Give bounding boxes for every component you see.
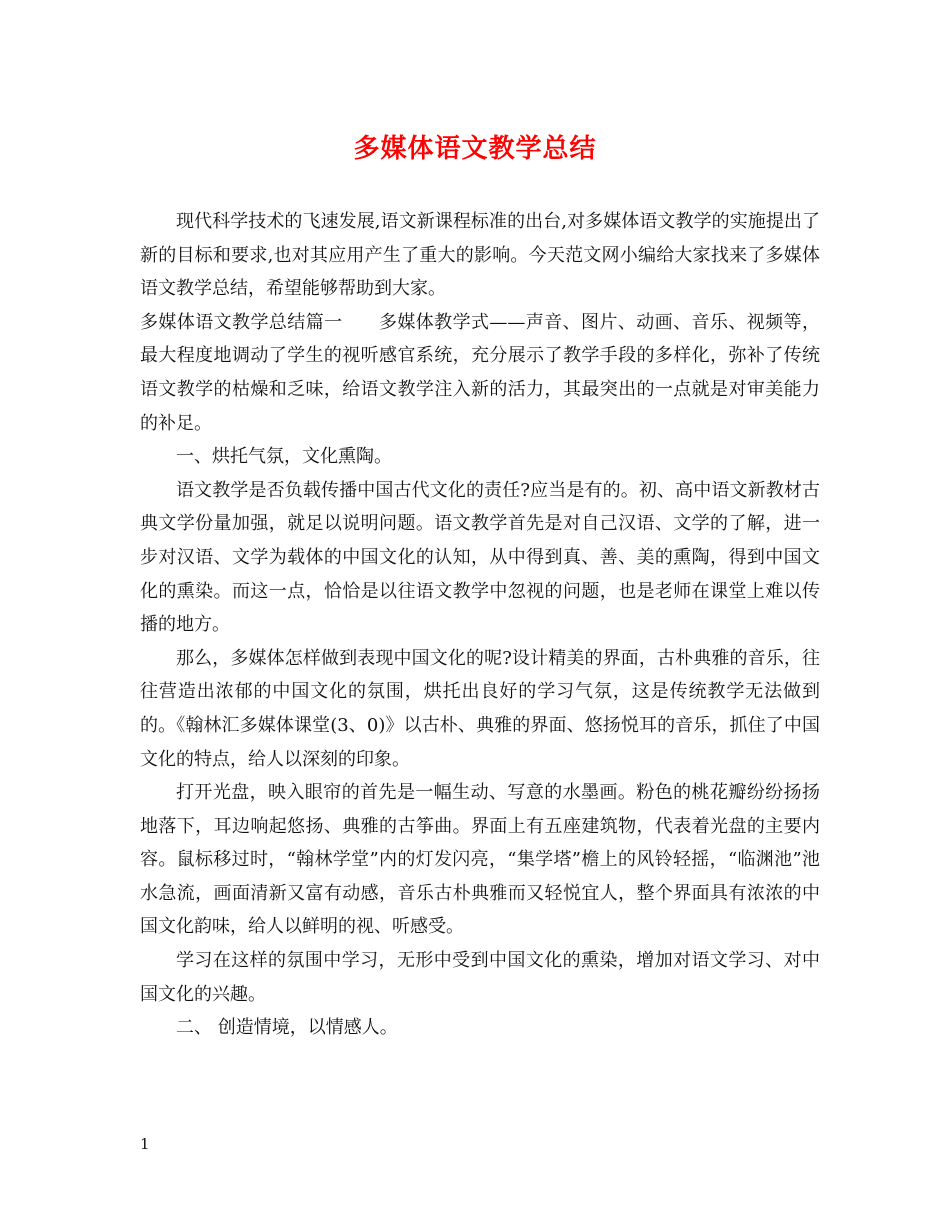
document-body <box>140 205 820 1045</box>
body-paragraph-culture: 语文教学是否负载传播中国古代文化的责任?应当是有的。初、高中语文新教材古典文学份量加强，就足以说明问题。语文教学首先是对自己汉语、文学的了解，进一步对汉语、文学为载体的中国文化的认知，从中得到真、善、美的熏陶，得到中国文化的熏染。而这一点，恰恰是以往语文教学中忽视的问题，也是老师在课堂上难以传播的地方。 <box>140 479 820 636</box>
section-one-text: 多媒体教学式——声音、图片、动画、音乐、视频等，最大程度地调动了学生的视听感官系统，充分展示了教学手段的多样化，弥补了传统语文教学的枯燥和乏味，给语文教学注入新的活力，其最突出的一点就是对审美能力的补足。 <box>140 311 820 434</box>
heading-two: 二、 创造情境，以情感人。 <box>176 1017 398 1039</box>
page-number: 1 <box>140 1135 150 1153</box>
body-paragraph-multimedia: 那么，多媒体怎样做到表现中国文化的呢?设计精美的界面，古朴典雅的音乐，往往营造出浓郁的中国文化的氛围，烘托出良好的学习气氛，这是传统教学无法做到的。《翰林汇多媒体课堂(3、0)》以古朴、典雅的界面、悠扬悦耳的音乐，抓住了中国文化的特点，给人以深刻的印象。 <box>140 647 820 770</box>
section-one-paragraph <box>140 306 820 440</box>
intro-paragraph: 现代科学技术的飞速发展,语文新课程标准的出台,对多媒体语文教学的实施提出了新的目标和要求,也对其应用产生了重大的影响。今天范文网小编给大家找来了多媒体语文教学总结，希望能够帮助到大家。 <box>140 211 820 300</box>
body-paragraph-learning: 学习在这样的氛围中学习，无形中受到中国文化的熏染，增加对语文学习、对中国文化的兴趣。 <box>140 950 820 1005</box>
section-one-heading: 多媒体语文教学总结篇一 <box>140 311 343 333</box>
heading-one: 一、烘托气氛，文化熏陶。 <box>176 446 392 468</box>
body-paragraph-disc: 打开光盘，映入眼帘的首先是一幅生动、写意的水墨画。粉色的桃花瓣纷纷扬扬地落下，耳边响起悠扬、典雅的古筝曲。界面上有五座建筑物，代表着光盘的主要内容。鼠标移过时，“翰林学堂”内的灯发闪亮，“集学塔”檐上的风铃轻摇，“临渊池”池水急流，画面清新又富有动感，音乐古朴典雅而又轻悦宜人，整个界面具有浓浓的中国文化韵味，给人以鲜明的视、听感受。 <box>140 782 820 938</box>
document-title: 多媒体语文教学总结 <box>353 134 597 164</box>
